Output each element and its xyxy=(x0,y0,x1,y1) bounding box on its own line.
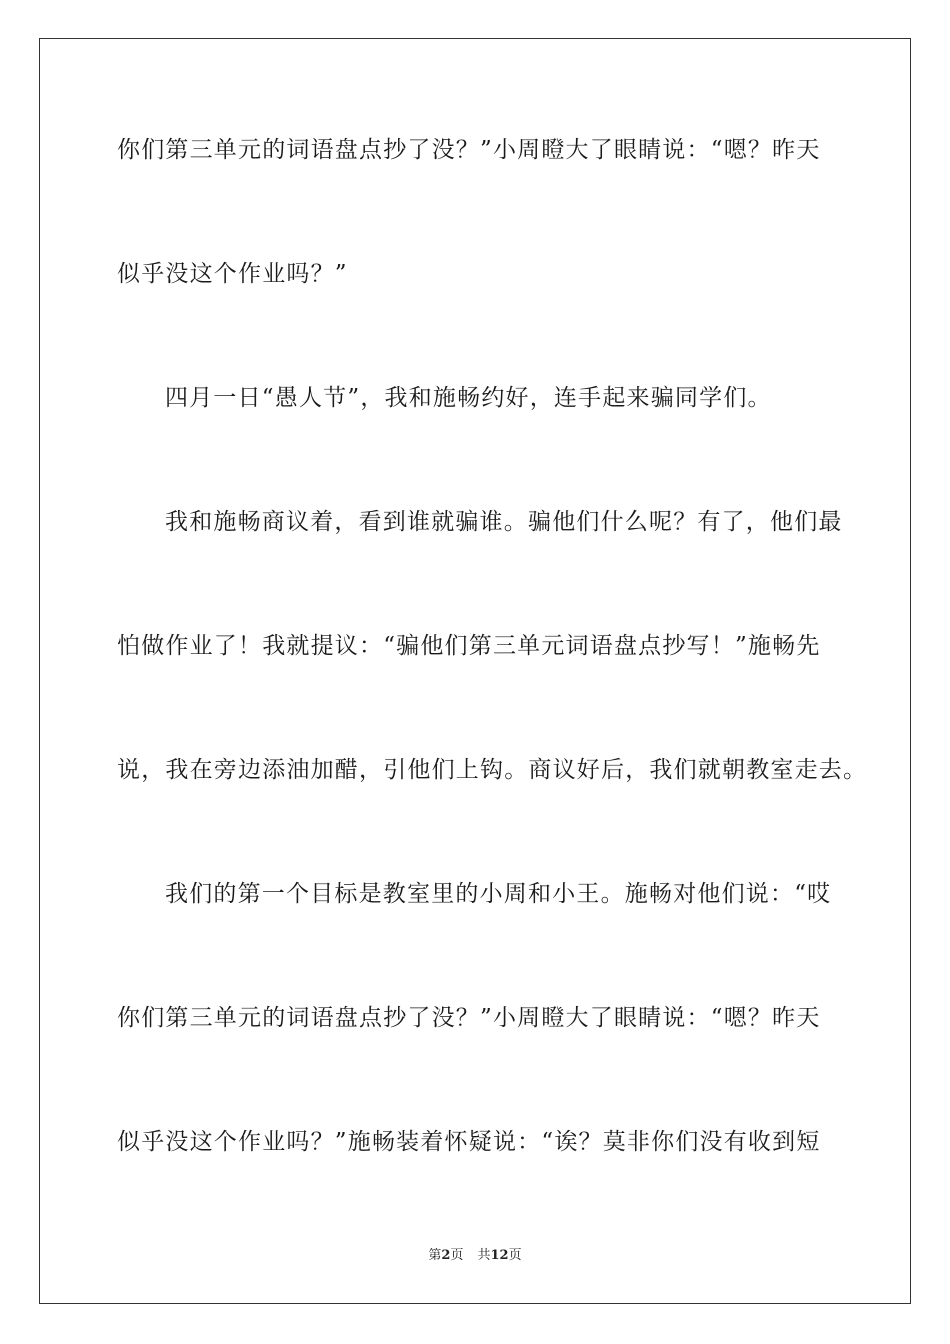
page-prefix: 第 xyxy=(428,1248,442,1263)
text-line-5: 怕做作业了！我就提议：“骗他们第三单元词语盘点抄写！”施畅先 xyxy=(117,633,821,659)
text-line-3: 四月一日“愚人节”，我和施畅约好，连手起来骗同学们。 xyxy=(165,385,772,411)
page-frame xyxy=(39,38,911,1304)
text-line-8: 你们第三单元的词语盘点抄了没？”小周瞪大了眼睛说：“嗯？昨天 xyxy=(117,1005,821,1031)
text-line-2: 似乎没这个作业吗？” xyxy=(117,261,348,287)
page-footer xyxy=(0,1247,950,1265)
total-prefix: 共 xyxy=(477,1248,491,1263)
text-line-4: 我和施畅商议着，看到谁就骗谁。骗他们什么呢？有了，他们最 xyxy=(165,509,843,535)
text-line-6: 说，我在旁边添油加醋，引他们上钩。商议好后，我们就朝教室走去。 xyxy=(117,757,868,783)
page-number: 2 xyxy=(441,1248,451,1263)
text-line-9: 似乎没这个作业吗？”施畅装着怀疑说：“诶？莫非你们没有收到短 xyxy=(117,1129,821,1155)
page-suffix: 页 xyxy=(450,1248,464,1263)
total-pages: 12 xyxy=(490,1248,509,1263)
text-line-7: 我们的第一个目标是教室里的小周和小王。施畅对他们说：“哎 xyxy=(165,881,832,907)
text-line-1: 你们第三单元的词语盘点抄了没？”小周瞪大了眼睛说：“嗯？昨天 xyxy=(117,137,821,163)
total-suffix: 页 xyxy=(508,1248,522,1263)
